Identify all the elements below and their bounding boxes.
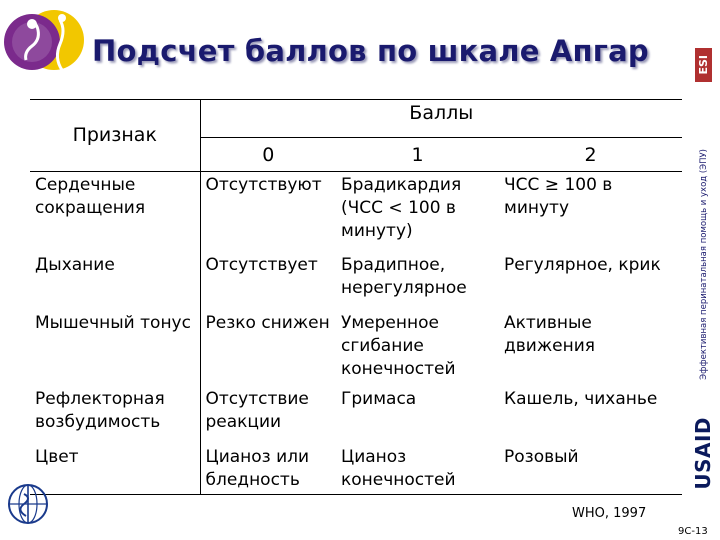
cell-score-2: ЧСС ≥ 100 в минуту (504, 175, 613, 218)
cell-score-2: Кашель, чиханье (504, 388, 658, 409)
header-sign: Признак (30, 100, 200, 172)
cell-score-2: Активные движения (504, 312, 595, 356)
cell-score-2: Регулярное, крик (504, 254, 661, 275)
cell-sign: Мышечный тонус (30, 310, 200, 386)
cell-score-0: Отсутствие реакции (205, 388, 309, 432)
slide-number: 9C-13 (678, 526, 708, 537)
apgar-table (30, 99, 682, 495)
cell-sign: Сердечные сокращения (30, 172, 200, 252)
cell-score-0: Цианоз или бледность (200, 444, 336, 495)
cell-sign: Цвет (30, 444, 200, 495)
esi-logo: ESI (695, 48, 712, 82)
cell-sign: Дыхание (30, 252, 200, 310)
cell-score-1: Умеренное сгибание конечностей (341, 312, 456, 379)
header-score-2: 2 (499, 138, 682, 172)
table-row (30, 386, 682, 444)
cell-score-0: Резко снижен (205, 312, 330, 333)
cell-sign: Рефлекторная возбудимость (30, 386, 200, 444)
who-emblem-icon (6, 482, 50, 526)
page-title: Подсчет баллов по шкале Апгар (92, 34, 649, 68)
header-score-0: 0 (200, 138, 336, 172)
table-row (30, 252, 682, 310)
table-row (30, 444, 682, 495)
cell-score-1: Брадипное, нерегулярное (341, 254, 467, 298)
cell-score-0: Отсутствует (205, 254, 318, 275)
header-scores: Баллы (200, 100, 682, 138)
table-row (30, 172, 682, 252)
header-score-1: 1 (336, 138, 499, 172)
perinatal-logo (2, 2, 86, 82)
cell-score-0: Отсутствуют (205, 175, 322, 195)
cell-score-1: Цианоз конечностей (336, 444, 499, 495)
side-caption: Эффективная перинатальная помощь и уход (ЭПУ) (699, 149, 709, 380)
cell-score-1: Гримаса (341, 388, 417, 409)
source-note: WHO, 1997 (572, 506, 647, 521)
table-row (30, 310, 682, 386)
usaid-logo: USAID (691, 417, 715, 490)
cell-score-2: Розовый (499, 444, 682, 495)
cell-score-1: Брадикардия (ЧСС < 100 в минуту) (341, 175, 462, 241)
